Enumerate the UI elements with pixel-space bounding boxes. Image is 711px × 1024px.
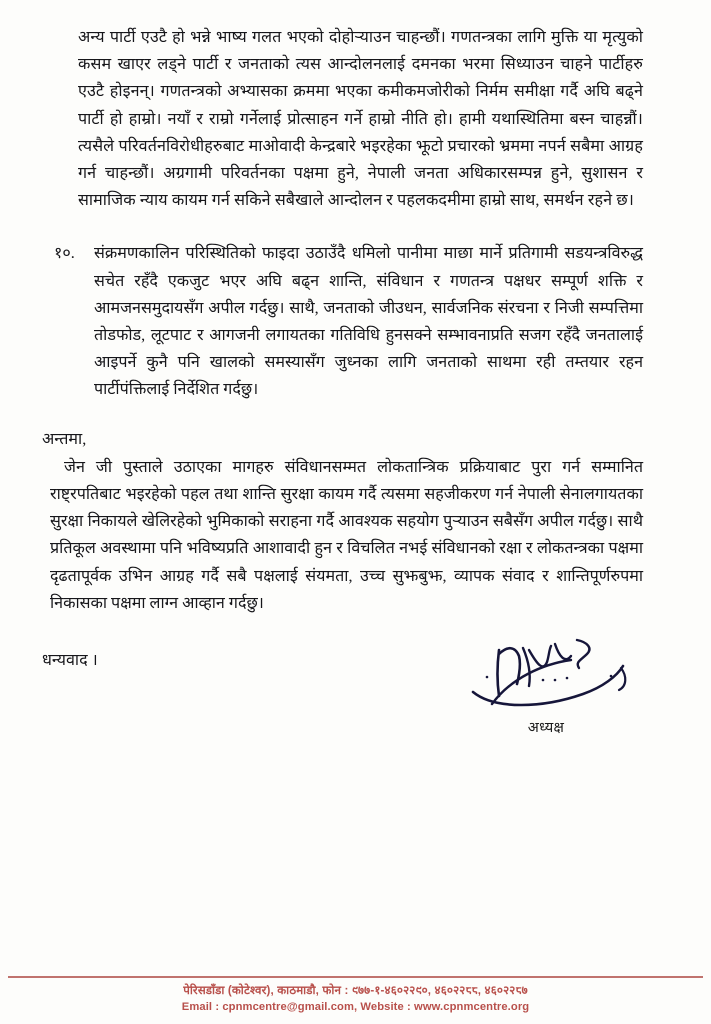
numbered-item-10-marker: १०. bbox=[54, 245, 75, 263]
signature-title: अध्यक्ष bbox=[527, 720, 565, 736]
signature-block bbox=[441, 632, 651, 738]
page-footer bbox=[0, 983, 711, 1015]
closing-label: अन्तमा, bbox=[42, 430, 87, 448]
closing-paragraph: जेन जी पुस्ताले उठाएका मागहरु संविधानसम्मत लोकतान्त्रिक प्रक्रियाबाट पुरा गर्न सम्मानित राष्ट्रपतिबाट भइरहेको पहल तथा शान्ति सुरक्षा कायम गर्दै त्यसमा सहजीकरण गर्न नेपाली सेनालगायतका सुरक्षा निकायले खेलिरहेको भुमिकाको सराहना गर्दै आवश्यक सहयोग पुर्‍याउन सबैसँग अपील गर्दछु। साथै प्रतिकूल अवस्थामा पनि भविष्यप्रति आशावादी हुन र विचलित नभई संविधानको रक्षा र लोकतन्त्रका पक्षमा दृढतापूर्वक उभिन आग्रह गर्दै सबै पक्षलाई संयमता, उच्च सुझबुझ, व्यापक संवाद र शान्तिपूर्णरुपमा निकासका पक्षमा लाग्न आव्हान गर्दछु। bbox=[50, 458, 643, 612]
footer-address: पेरिसडाँडा (कोटेश्वर), काठमाडौ, फोन : ९७७-१-४६०२२९०, ४६०२२८८, ४६०२२८७ bbox=[183, 984, 528, 997]
footer-divider bbox=[8, 976, 703, 978]
numbered-item-10-text: संक्रमणकालिन परिस्थितिको फाइदा उठाउँदै धमिलो पानीमा माछा मार्ने प्रतिगामी सडयन्त्रविरुद्ध सचेत रहँदै एकजुट भएर अघि बढ्न शान्ति, संविधान र गणतन्त्र पक्षधर सम्पूर्ण शक्ति र आमजनसमुदायसँग अपील गर्दछु। साथै, जनताको जीउधन, सार्वजनिक संरचना र निजी सम्पत्तिमा तोडफोड, लूटपाट र आगजनी लगायतका गतिविधि हुनसक्ने सम्भावनाप्रति सजग रहँदै जनतालाई आइपर्ने कुनै पनि खालको समस्यासँग जुध्नका लागि जनताको साथमा रही तम्तयार रहन पार्टीपंक्तिलाई निर्देशित गर्दछु। bbox=[94, 245, 643, 399]
thanks-line: धन्यवाद । bbox=[42, 652, 98, 670]
document-body bbox=[0, 24, 711, 674]
handwritten-signature-icon bbox=[441, 632, 651, 716]
footer-contact: Email : cpnmcentre@gmail.com, Website : www.cpnmcentre.org bbox=[181, 1001, 530, 1013]
paragraph-continuation: अन्य पार्टी एउटै हो भन्ने भाष्य गलत भएको दोहोर्‍याउन चाहन्छौं। गणतन्त्रका लागि मुक्ति या मृत्युको कसम खाएर लड्ने पार्टी र जनताको त्यस आन्दोलनलाई दमनका भरमा सिध्याउन चाहने पार्टीहरु एउटै होइनन्। गणतन्त्रको अभ्यासका क्रममा भएका कमीकमजोरीको निर्मम समीक्षा गर्दै अघि बढ्ने पार्टी हो हाम्रो। नयाँ र राम्रो गर्नेलाई प्रोत्साहन गर्ने हाम्रो नीति हो। हामी यथास्थितिमा बस्न चाहन्नौं। त्यसैले परिवर्तनविरोधीहरुबाट माओवादी केन्द्रबारे भइरहेका झूटो प्रचारको भ्रममा नपर्न सबैमा आग्रह गर्न चाहन्छौं। अग्रगामी परिवर्तनका पक्षमा हुने, नेपाली जनता अधिकारसम्पन्न हुने, सुशासन र सामाजिक न्याय कायम गर्न सकिने सबैखाले आन्दोलन र पहलकदमीमा हाम्रो साथ, समर्थन रहने छ। bbox=[78, 29, 643, 210]
numbered-item-10 bbox=[54, 240, 643, 403]
